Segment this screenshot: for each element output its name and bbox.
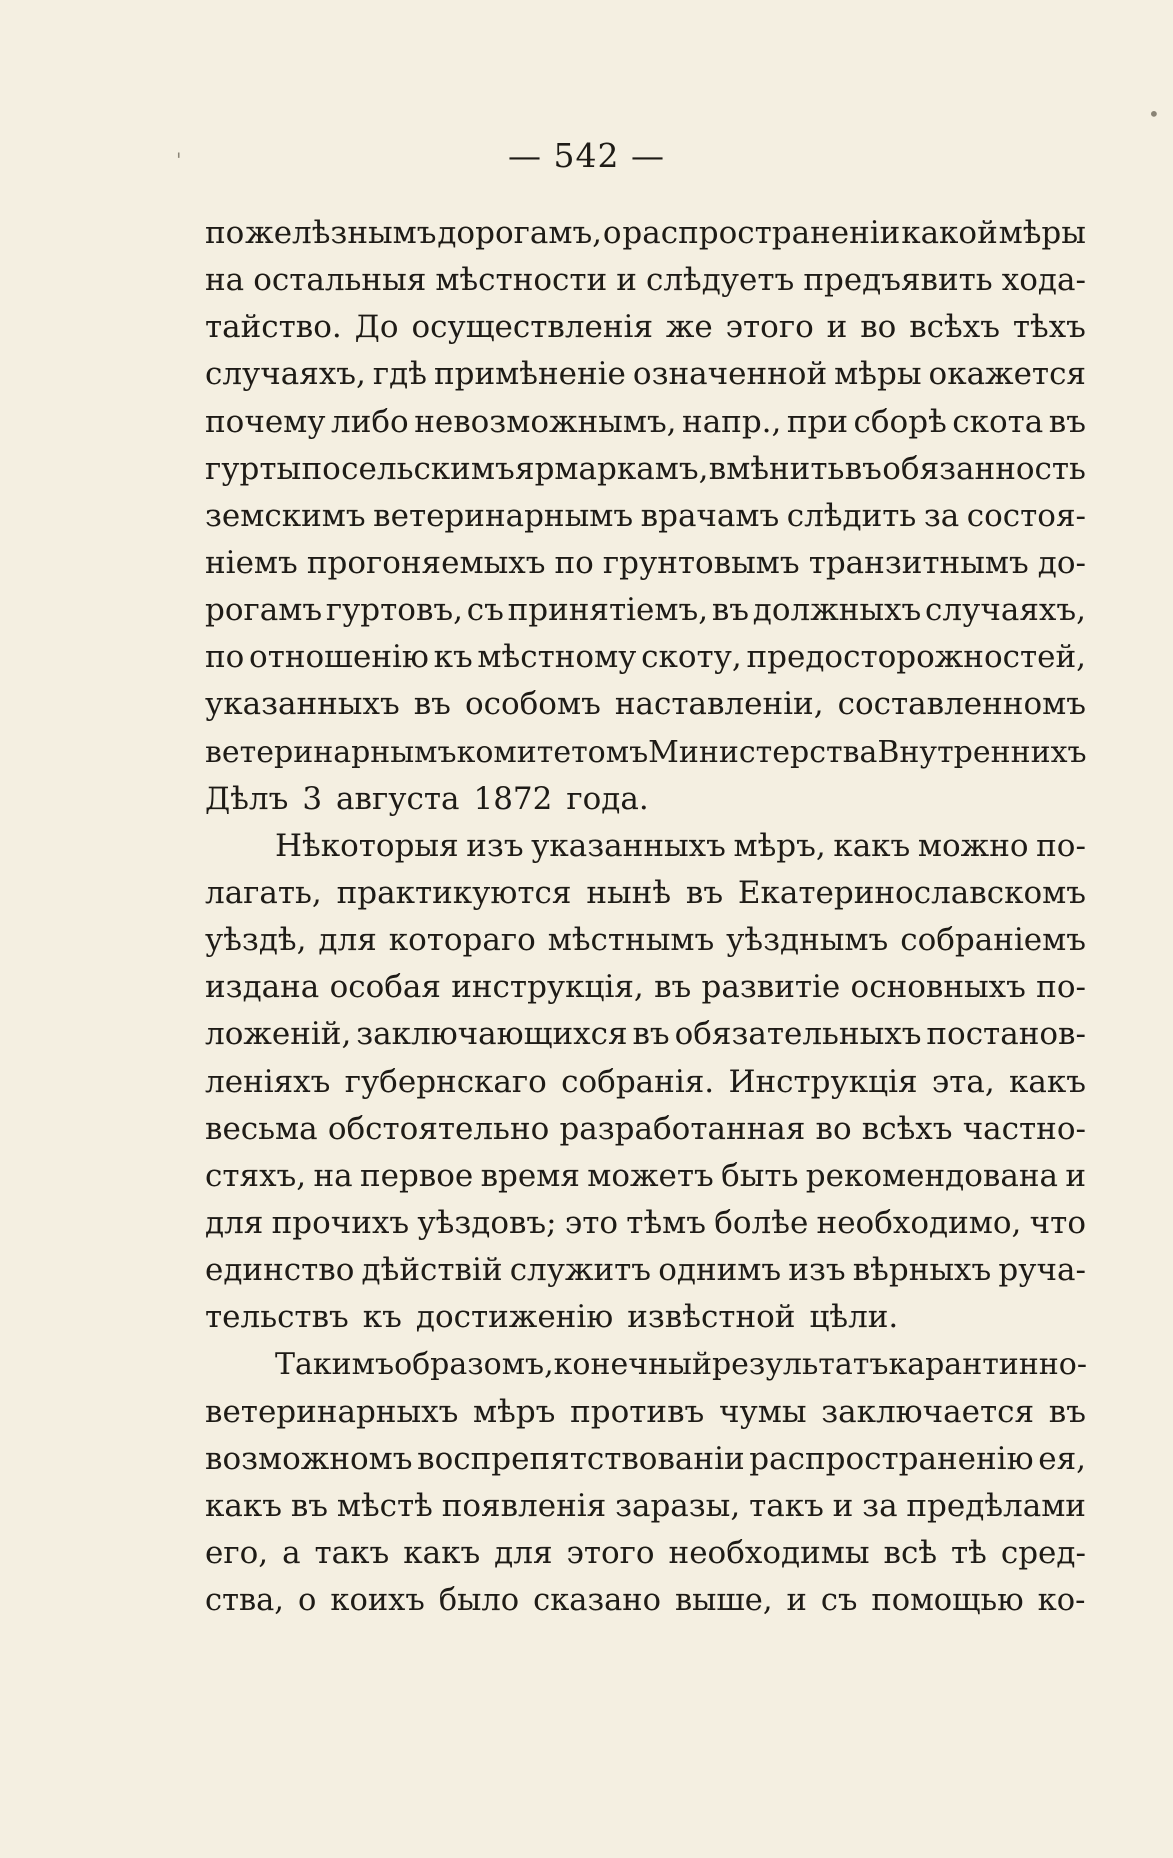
text-line: ніемъ прогоняемыхъ по грунтовымъ транзитнымъ до-	[205, 544, 1086, 581]
text-line: Такимъ образомъ, конечный результатъ карантинно-	[275, 1347, 1087, 1383]
text-line: по отношенію къ мѣстному скоту, предосторожностей,	[205, 639, 1086, 676]
page-number: — 542 —	[508, 136, 665, 175]
text-line: лагать, практикуются нынѣ въ Екатеринославскомъ	[205, 874, 1086, 911]
text-line: земскимъ ветеринарнымъ врачамъ слѣдить за состоя-	[205, 497, 1086, 534]
text-line: Дѣлъ 3 августа 1872 года.	[205, 780, 649, 817]
text-line: издана особая инструкція, въ развитіе основныхъ по-	[205, 969, 1086, 1006]
text-line: случаяхъ, гдѣ примѣненіе означенной мѣры окажется	[205, 356, 1086, 393]
text-line: леніяхъ губернскаго собранія. Инструкція эта, какъ	[205, 1063, 1086, 1100]
text-line: тайство. До осуществленія же этого и во всѣхъ тѣхъ	[205, 309, 1086, 346]
paragraph	[205, 823, 1086, 1342]
text-line: уѣздѣ, для котораго мѣстнымъ уѣзднымъ собраніемъ	[205, 922, 1086, 959]
text-line: гурты по сельскимъ ярмаркамъ, вмѣнить въ обязанность	[205, 450, 1086, 487]
text-line: рогамъ гуртовъ, съ принятіемъ, въ должныхъ случаяхъ,	[205, 592, 1086, 629]
paragraph	[205, 1341, 1086, 1624]
margin-mark: '	[176, 148, 182, 172]
paragraph	[205, 210, 1086, 823]
body-text	[205, 210, 1086, 1624]
text-line: для прочихъ уѣздовъ; это тѣмъ болѣе необходимо, что	[205, 1204, 1086, 1241]
text-line: по желѣзнымъ дорогамъ, о распространеніи какой мѣры	[205, 215, 1086, 251]
text-line: стяхъ, на первое время можетъ быть рекомендована и	[205, 1157, 1086, 1194]
text-line: почему либо невозможнымъ, напр., при сборѣ скота въ	[205, 403, 1086, 440]
text-line: на остальныя мѣстности и слѣдуетъ предъявить хода-	[205, 262, 1086, 299]
text-line: его, а такъ какъ для этого необходимы всѣ тѣ сред-	[205, 1534, 1086, 1571]
text-line: какъ въ мѣстѣ появленія заразы, такъ и за предѣлами	[205, 1487, 1086, 1524]
margin-mark: •	[1148, 102, 1160, 126]
text-line: ложеній, заключающихся въ обязательныхъ постанов-	[205, 1016, 1086, 1053]
text-line: Нѣкоторыя изъ указанныхъ мѣръ, какъ можно по-	[275, 827, 1086, 864]
text-line: ства, о коихъ было сказано выше, и съ помощью ко-	[205, 1583, 1086, 1619]
text-line: единство дѣйствій служитъ однимъ изъ вѣрныхъ руча-	[205, 1252, 1086, 1289]
text-line: возможномъ воспрепятствованіи распространенію ея,	[205, 1440, 1086, 1477]
text-line: указанныхъ въ особомъ наставленіи, составленномъ	[205, 686, 1086, 723]
text-line: тельствъ къ достиженію извѣстной цѣли.	[205, 1299, 899, 1336]
text-line: ветеринарныхъ мѣръ противъ чумы заключается въ	[205, 1393, 1086, 1430]
text-line: ветеринарнымъ комитетомъ Министерства Внутреннихъ	[205, 734, 1087, 770]
text-line: весьма обстоятельно разработанная во всѣхъ частно-	[205, 1110, 1086, 1147]
